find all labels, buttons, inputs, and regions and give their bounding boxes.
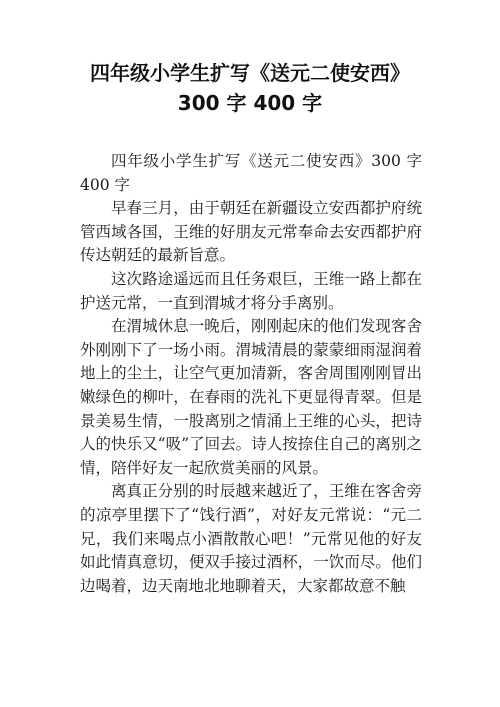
title-line-1: 四年级小学生扩写《送元二使安西》 <box>90 61 410 85</box>
document-title <box>60 58 440 118</box>
document-body <box>80 150 422 598</box>
paragraph: 在渭城休息一晚后，刚刚起床的他们发现客舍外刚刚下了一场小雨。渭城清晨的蒙蒙细雨湿润着地上的尘土，让空气更加清新，客舍周围刚刚冒出嫩绿色的柳叶，在春雨的洗礼下更显得青翠。但是景美易生情，一股离别之情涌上王维的心头，把诗人的快乐又“吸”了回去。诗人按捺住自己的离别之情，陪伴好友一起欣赏美丽的风景。 <box>80 317 422 477</box>
title-line-2: 300 字 400 字 <box>177 91 323 115</box>
paragraph: 离真正分别的时辰越来越近了，王维在客舍旁的凉亭里摆下了“饯行酒”，对好友元常说：“元二兄，我们来喝点小酒散散心吧！”元常见他的好友如此情真意切，便双手接过酒杯，一饮而尽。他们边喝着，边天南地北地聊着天，大家都故意不触 <box>80 482 422 595</box>
paragraph: 早春三月，由于朝廷在新疆设立安西都护府统管西域各国，王维的好朋友元常奉命去安西都护府传达朝廷的最新旨意。 <box>80 199 422 265</box>
paragraph: 这次路途遥远而且任务艰巨，王维一路上都在护送元常，一直到渭城才将分手离别。 <box>80 269 422 312</box>
paragraph: 四年级小学生扩写《送元二使安西》300 字 400 字 <box>80 152 422 194</box>
